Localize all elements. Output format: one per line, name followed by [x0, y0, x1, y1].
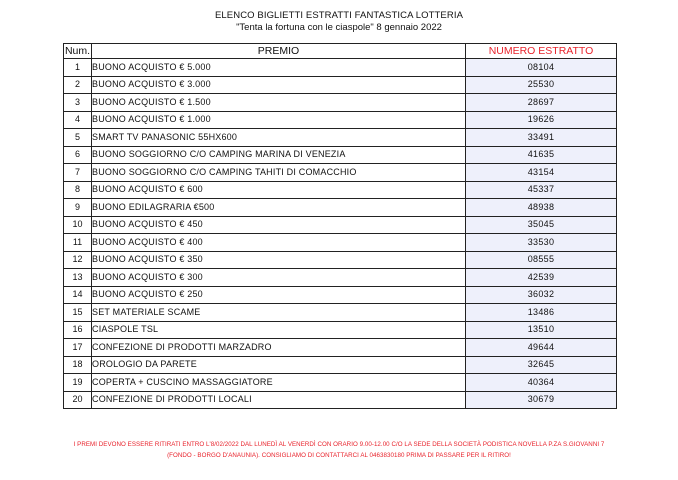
drawn-ticket-number: 25530: [466, 76, 617, 94]
table-header-row: [64, 44, 617, 59]
table-row: [64, 216, 617, 234]
table-row: [64, 234, 617, 252]
drawn-ticket-number: 42539: [466, 269, 617, 287]
row-number: 20: [64, 391, 92, 409]
table-row: [64, 94, 617, 112]
row-number: 11: [64, 234, 92, 252]
table-row: [64, 111, 617, 129]
prize-name: SET MATERIALE SCAME: [92, 304, 466, 322]
row-number: 12: [64, 251, 92, 269]
document-header: [0, 10, 678, 34]
document-subtitle: "Tenta la fortuna con le ciaspole" 8 gennaio 2022: [236, 22, 442, 33]
drawn-ticket-number: 35045: [466, 216, 617, 234]
drawn-ticket-number: 45337: [466, 181, 617, 199]
table-row: [64, 59, 617, 77]
drawn-ticket-number: 13510: [466, 321, 617, 339]
prize-name: BUONO ACQUISTO € 300: [92, 269, 466, 287]
prize-name: OROLOGIO DA PARETE: [92, 356, 466, 374]
table-row: [64, 76, 617, 94]
drawn-ticket-number: 28697: [466, 94, 617, 112]
column-header-prize: PREMIO: [92, 44, 466, 59]
row-number: 6: [64, 146, 92, 164]
winning-tickets-table: [63, 43, 617, 409]
table-body: [64, 59, 617, 409]
row-number: 18: [64, 356, 92, 374]
prize-name: BUONO ACQUISTO € 5.000: [92, 59, 466, 77]
prize-name: BUONO ACQUISTO € 3.000: [92, 76, 466, 94]
document-title: ELENCO BIGLIETTI ESTRATTI FANTASTICA LOTTERIA: [214, 10, 464, 21]
prize-name: BUONO ACQUISTO € 400: [92, 234, 466, 252]
row-number: 9: [64, 199, 92, 217]
row-number: 3: [64, 94, 92, 112]
table-row: [64, 146, 617, 164]
row-number: 13: [64, 269, 92, 287]
row-number: 2: [64, 76, 92, 94]
pickup-notice-line-2: (FONDO - BORGO D'ANAUNIA). CONSIGLIAMO DI CONTATTARCI AL 0463830180 PRIMA DI PASSARE PER IL RITIRO!: [167, 452, 511, 459]
row-number: 5: [64, 129, 92, 147]
prize-name: BUONO EDILAGRARIA €500: [92, 199, 466, 217]
row-number: 19: [64, 374, 92, 392]
prize-name: BUONO SOGGIORNO C/O CAMPING TAHITI DI COMACCHIO: [92, 164, 466, 182]
table-row: [64, 181, 617, 199]
drawn-ticket-number: 33530: [466, 234, 617, 252]
row-number: 10: [64, 216, 92, 234]
table-row: [64, 356, 617, 374]
row-number: 16: [64, 321, 92, 339]
drawn-ticket-number: 41635: [466, 146, 617, 164]
row-number: 14: [64, 286, 92, 304]
table-row: [64, 304, 617, 322]
prize-name: BUONO SOGGIORNO C/O CAMPING MARINA DI VENEZIA: [92, 146, 466, 164]
table-row: [64, 269, 617, 287]
table-row: [64, 391, 617, 409]
row-number: 7: [64, 164, 92, 182]
table-row: [64, 129, 617, 147]
prize-name: SMART TV PANASONIC 55HX600: [92, 129, 466, 147]
drawn-ticket-number: 40364: [466, 374, 617, 392]
column-header-drawn-number: NUMERO ESTRATTO: [466, 44, 617, 59]
prize-name: CONFEZIONE DI PRODOTTI LOCALI: [92, 391, 466, 409]
prize-name: COPERTA + CUSCINO MASSAGGIATORE: [92, 374, 466, 392]
prize-name: CONFEZIONE DI PRODOTTI MARZADRO: [92, 339, 466, 357]
prize-name: BUONO ACQUISTO € 350: [92, 251, 466, 269]
row-number: 4: [64, 111, 92, 129]
drawn-ticket-number: 43154: [466, 164, 617, 182]
prize-name: BUONO ACQUISTO € 450: [92, 216, 466, 234]
table-row: [64, 286, 617, 304]
table-row: [64, 374, 617, 392]
column-header-num: Num.: [64, 44, 91, 57]
prize-name: BUONO ACQUISTO € 1.000: [92, 111, 466, 129]
prize-name: CIASPOLE TSL: [92, 321, 466, 339]
drawn-ticket-number: 08104: [466, 59, 617, 77]
prize-name: BUONO ACQUISTO € 600: [92, 181, 466, 199]
drawn-ticket-number: 48938: [466, 199, 617, 217]
row-number: 17: [64, 339, 92, 357]
prize-name: BUONO ACQUISTO € 250: [92, 286, 466, 304]
drawn-ticket-number: 32645: [466, 356, 617, 374]
drawn-ticket-number: 13486: [466, 304, 617, 322]
prize-name: BUONO ACQUISTO € 1.500: [92, 94, 466, 112]
row-number: 1: [64, 59, 92, 77]
drawn-ticket-number: 19626: [466, 111, 617, 129]
drawn-ticket-number: 49644: [466, 339, 617, 357]
table-row: [64, 339, 617, 357]
table-row: [64, 321, 617, 339]
table-row: [64, 251, 617, 269]
row-number: 8: [64, 181, 92, 199]
row-number: 15: [64, 304, 92, 322]
table-row: [64, 199, 617, 217]
pickup-notice-line-1: I PREMI DEVONO ESSERE RITIRATI ENTRO L'8/02/2022 DAL LUNEDÌ AL VENERDÌ CON ORARIO 9.00-12.00 C/O LA SEDE DELLA SOCIETÀ PODISTICA NOVELLA P.ZA S.GIOVANNI 7: [73, 441, 605, 448]
drawn-ticket-number: 30679: [466, 391, 617, 409]
drawn-ticket-number: 33491: [466, 129, 617, 147]
drawn-ticket-number: 36032: [466, 286, 617, 304]
drawn-ticket-number: 08555: [466, 251, 617, 269]
table-row: [64, 164, 617, 182]
pickup-notice: [0, 439, 678, 461]
